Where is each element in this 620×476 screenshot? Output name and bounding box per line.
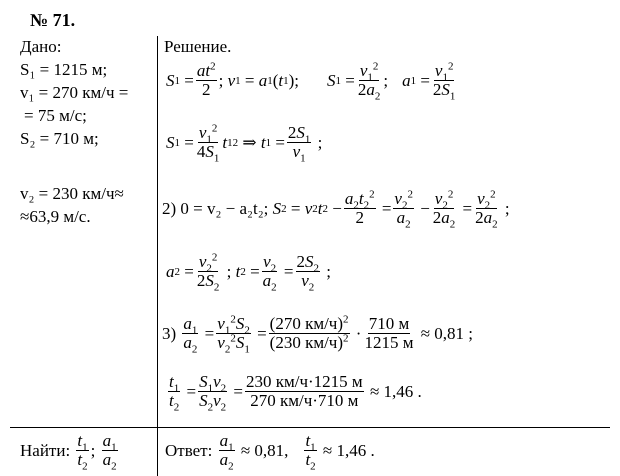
answer-row: Ответ: $\frac{a_1}{a_2}$ ≈ 0,81, $\frac{t_1}{t_2}$ ≈ 1,46 . bbox=[165, 431, 375, 473]
given-heading: Дано: bbox=[20, 37, 62, 56]
given-line: = 75 м/с; bbox=[24, 106, 87, 125]
formula-line-3: 2) 0 = v₂ − a₂t₂; S 2 = v 2 t 2 − $\frac{a_2t_2^2}{2}$ = $\frac{v_2^2}{a_2}$ − $\frac{v_2^2}{2a_2}$ = $\frac{v_2^2}{2a_2}$ ; bbox=[162, 188, 510, 231]
given-line: S₁ = 1215 м; bbox=[20, 60, 108, 79]
solution-heading: Решение. bbox=[164, 37, 232, 56]
formula-line-5: 3) $\frac{a_1}{a_2}$ = $\frac{v_1^2S_2}{v_2^2S_1}$ = $\frac{(270 км/ч)^2}{(230 км/ч)^2}$ · $\frac{710 м}{1215 м}$ ≈ 0,81 ; bbox=[162, 313, 474, 356]
given-line: v₂ = 230 км/ч≈ bbox=[20, 184, 124, 203]
formula-line-4: a 2 = $\frac{v_2^2}{2S_2}$ ; t 2 = $\frac{v_2}{a_2}$ = $\frac{2S_2}{v_2}$ ; bbox=[166, 251, 331, 294]
column-divider bbox=[157, 36, 158, 476]
given-line: S₂ = 710 м; bbox=[20, 129, 99, 148]
problem-title: № 71. bbox=[30, 10, 76, 30]
formula-line-2: S 1 = $\frac{v_1^2}{4S_1}$ t 1 2 ⇒ t 1 = $\frac{2S_1}{v_1}$ ; bbox=[166, 122, 323, 165]
given-line: ≈63,9 м/с. bbox=[20, 207, 91, 226]
footer-divider bbox=[10, 427, 610, 428]
find-row: Найти: $\frac{t_1}{t_2}$ ; $\frac{a_1}{a_2}$ bbox=[20, 431, 117, 473]
given-line: v₁ = 270 км/ч = bbox=[20, 83, 129, 102]
formula-line-1: S 1 = $\frac{at^2}{2}$ ; v 1 = a 1 ( t 1 ); S 1 = $\frac{v_1^2}{2a_2}$ ; a 1 = $\frac{v_1^2}{2S_1}$ bbox=[166, 60, 456, 103]
formula-line-6: $\frac{t_1}{t_2}$ = $\frac{S_1v_2}{S_2v_2}$ = $\frac{230 км/ч\cdot 1215 м}{270 км/ч\cdot 710 м}$ ≈ 1,46 . bbox=[169, 372, 422, 414]
